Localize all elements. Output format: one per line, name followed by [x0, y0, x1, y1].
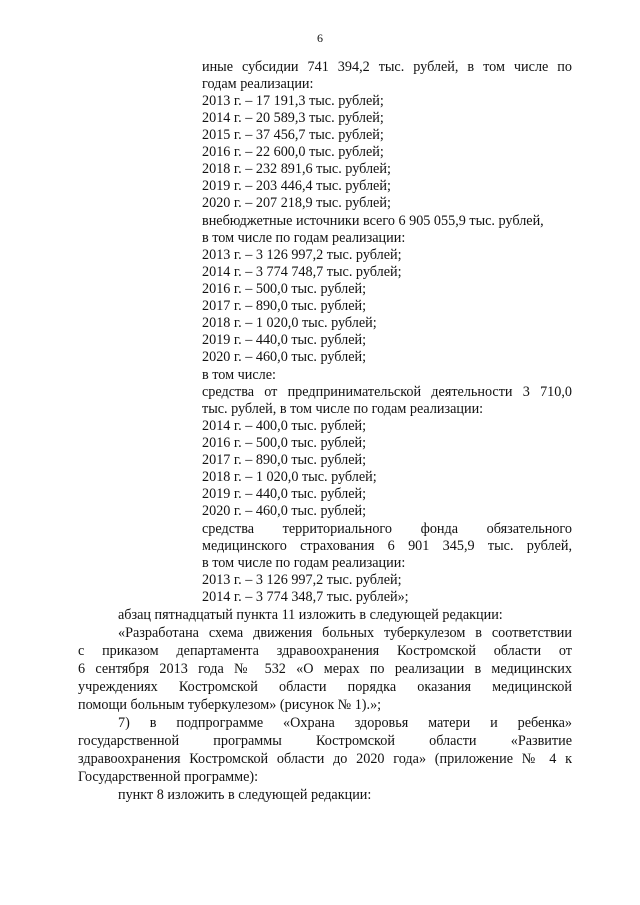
text-line: медицинского страхования 6 901 345,9 тыс. рублей, — [202, 538, 572, 554]
text-line: 2018 г. – 232 891,6 тыс. рублей; — [202, 161, 391, 177]
text-line: в том числе: — [202, 367, 276, 383]
text-line: иные субсидии 741 394,2 тыс. рублей, в том числе по — [202, 59, 572, 75]
text-line: в том числе по годам реализации: — [202, 230, 406, 246]
text-line: 2019 г. – 440,0 тыс. рублей; — [202, 486, 367, 502]
text-line: 2014 г. – 20 589,3 тыс. рублей; — [202, 110, 384, 126]
text-line: в том числе по годам реализации: — [202, 555, 406, 571]
text-line: учреждениях Костромской области порядка оказания медицинской — [78, 679, 572, 695]
text-line: 2014 г. – 3 774 348,7 тыс. рублей»; — [202, 589, 409, 605]
text-line: с приказом департамента здравоохранения Костромской области от — [78, 643, 572, 659]
text-line: 2017 г. – 890,0 тыс. рублей; — [202, 298, 367, 314]
text-line: 2019 г. – 203 446,4 тыс. рублей; — [202, 178, 391, 194]
text-line: 2013 г. – 3 126 997,2 тыс. рублей; — [202, 247, 402, 263]
text-line: 2020 г. – 460,0 тыс. рублей; — [202, 503, 367, 519]
page-number: 6 — [317, 31, 323, 45]
text-line: 2020 г. – 207 218,9 тыс. рублей; — [202, 195, 391, 211]
text-line: «Разработана схема движения больных туберкулезом в соответствии — [118, 625, 572, 641]
text-line: 6 сентября 2013 года № 532 «О мерах по реализации в медицинских — [78, 661, 572, 677]
text-line: 2016 г. – 500,0 тыс. рублей; — [202, 435, 367, 451]
text-line: 2015 г. – 37 456,7 тыс. рублей; — [202, 127, 384, 143]
text-line: абзац пятнадцатый пункта 11 изложить в следующей редакции: — [118, 607, 503, 623]
text-line: 2014 г. – 400,0 тыс. рублей; — [202, 418, 367, 434]
text-line: средства от предпринимательской деятельности 3 710,0 — [202, 384, 572, 400]
text-line: внебюджетные источники всего 6 905 055,9 тыс. рублей, — [202, 213, 544, 229]
text-line: 2018 г. – 1 020,0 тыс. рублей; — [202, 469, 377, 485]
text-line: 2013 г. – 3 126 997,2 тыс. рублей; — [202, 572, 402, 588]
text-line: Государственной программе): — [78, 769, 259, 785]
text-line: тыс. рублей, в том числе по годам реализации: — [202, 401, 484, 417]
text-line: пункт 8 изложить в следующей редакции: — [118, 787, 372, 803]
text-line: годам реализации: — [202, 76, 314, 92]
text-line: помощи больным туберкулезом» (рисунок № 1).»; — [78, 697, 382, 713]
text-line: 2014 г. – 3 774 748,7 тыс. рублей; — [202, 264, 402, 280]
text-line: государственной программы Костромской области «Развитие — [78, 733, 572, 749]
text-line: 2016 г. – 22 600,0 тыс. рублей; — [202, 144, 384, 160]
text-line: 2018 г. – 1 020,0 тыс. рублей; — [202, 315, 377, 331]
text-line: 7) в подпрограмме «Охрана здоровья матери и ребенка» — [118, 715, 572, 731]
text-line: здравоохранения Костромской области до 2020 года» (приложение № 4 к — [78, 751, 572, 767]
text-line: 2019 г. – 440,0 тыс. рублей; — [202, 332, 367, 348]
text-line: 2013 г. – 17 191,3 тыс. рублей; — [202, 93, 384, 109]
text-line: средства территориального фонда обязательного — [202, 521, 572, 537]
text-line: 2016 г. – 500,0 тыс. рублей; — [202, 281, 367, 297]
text-line: 2017 г. – 890,0 тыс. рублей; — [202, 452, 367, 468]
text-line: 2020 г. – 460,0 тыс. рублей; — [202, 349, 367, 365]
